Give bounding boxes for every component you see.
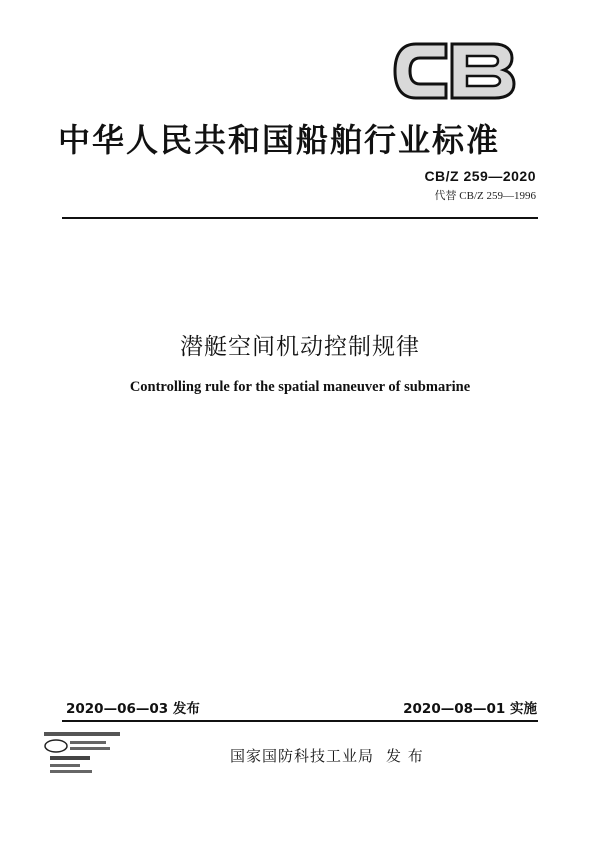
replaces-standard: 代替 CB/Z 259—1996 — [434, 190, 536, 202]
document-title-english: Controlling rule for the spatial maneuver of submarine — [129, 379, 471, 395]
publisher-stamp-graphic — [42, 730, 122, 776]
header-divider — [62, 217, 538, 219]
publisher-stamp — [42, 730, 122, 776]
issuer-action: 发 布 — [386, 747, 424, 765]
issue-date: 2020—06—03 发布 — [66, 701, 200, 717]
issuing-authority — [230, 745, 424, 766]
cb-logo-graphic — [390, 38, 518, 104]
issuer-name: 国家国防科技工业局 — [230, 747, 375, 765]
cb-logo — [390, 38, 518, 104]
footer-divider — [62, 720, 538, 722]
standard-number: CB/Z 259—2020 — [424, 168, 536, 184]
implementation-date: 2020—08—01 实施 — [403, 701, 537, 717]
standard-title: 中华人民共和国船舶行业标准 — [58, 121, 501, 159]
document-title-chinese: 潜艇空间机动控制规律 — [180, 334, 420, 360]
